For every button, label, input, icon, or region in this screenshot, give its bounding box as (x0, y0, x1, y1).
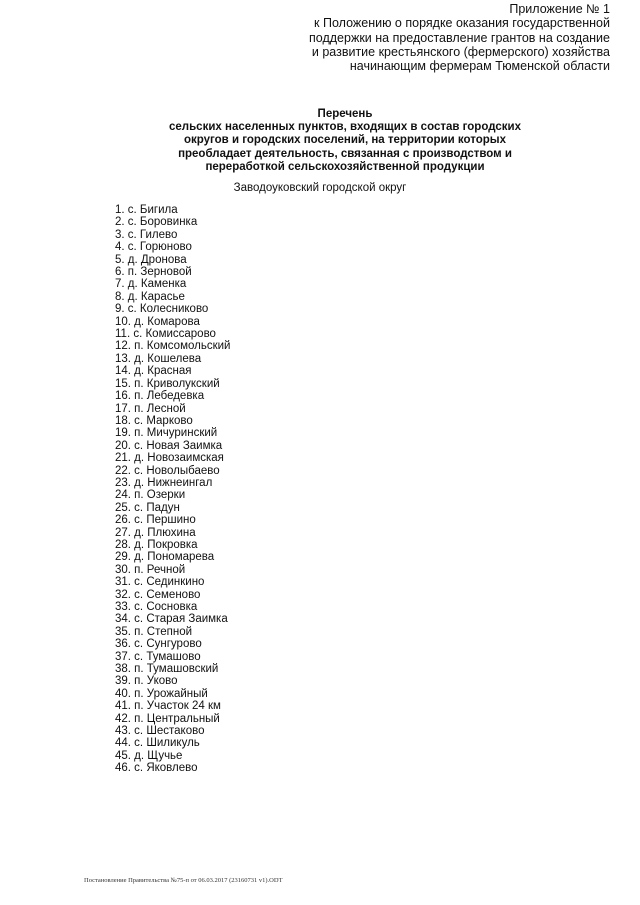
settlement-item: 36. с. Сунгурово (115, 638, 202, 651)
heading-title: Перечень (317, 108, 373, 120)
settlement-item: 22. с. Новолыбаево (115, 464, 220, 477)
settlement-item: 30. п. Речной (115, 563, 186, 576)
heading-line: сельских населенных пунктов, входящих в состав городских (169, 121, 521, 134)
settlement-item: 25. с. Падун (115, 501, 180, 514)
settlement-item: 20. с. Новая Заимка (115, 439, 223, 452)
appendix-title: Приложение № 1 (509, 2, 610, 16)
okrug-name: Заводоуковский городской округ (233, 182, 407, 194)
settlement-item: 39. п. Уково (115, 675, 178, 688)
appendix-line: к Положению о порядке оказания государственной (314, 16, 610, 31)
appendix-line: и развитие крестьянского (фермерского) хозяйства (311, 44, 610, 59)
settlement-item: 31. с. Сединкино (115, 576, 205, 589)
document-heading (160, 108, 530, 174)
settlement-item: 11. с. Комиссарово (115, 328, 216, 341)
settlement-item: 40. п. Урожайный (115, 687, 208, 700)
settlement-item: 7. д. Каменка (115, 278, 187, 291)
settlement-item: 12. п. Комсомольский (115, 340, 231, 353)
settlement-item: 38. п. Тумашовский (115, 663, 219, 676)
settlement-item: 21. д. Новозаимская (115, 452, 224, 465)
settlement-item: 32. с. Семеново (115, 588, 201, 601)
settlement-item: 5. д. Дронова (115, 253, 187, 266)
settlement-item: 10. д. Комарова (115, 315, 200, 328)
appendix-line: поддержки на предоставление грантов на создание (309, 30, 610, 45)
settlement-item: 37. с. Тумашово (115, 650, 201, 663)
settlement-item: 34. с. Старая Заимка (115, 613, 228, 626)
settlement-item: 8. д. Карасье (115, 290, 185, 303)
settlement-item: 18. с. Марково (115, 414, 193, 427)
heading-line: округов и городских поселений, на территории которых (183, 134, 507, 147)
settlement-item: 9. с. Колесниково (115, 303, 209, 316)
settlement-item: 26. с. Першино (115, 514, 196, 527)
settlement-item: 2. с. Боровинка (115, 216, 198, 229)
settlement-item: 41. п. Участок 24 км (115, 700, 221, 713)
settlement-item: 3. с. Гилево (115, 228, 178, 241)
settlement-item: 24. п. Озерки (115, 489, 186, 502)
settlement-item: 29. д. Пономарева (115, 551, 215, 564)
settlement-item: 46. с. Яковлево (115, 762, 198, 775)
appendix-header (280, 2, 610, 73)
settlement-item: 14. д. Красная (115, 365, 192, 378)
settlement-item: 17. п. Лесной (115, 402, 186, 415)
heading-line: преобладает деятельность, связанная с производством и (178, 147, 512, 160)
settlement-item: 33. с. Сосновка (115, 601, 198, 613)
settlement-item: 6. п. Зерновой (115, 266, 192, 279)
settlement-item: 43. с. Шестаково (115, 725, 205, 738)
settlement-item: 28. д. Покровка (115, 538, 198, 551)
settlement-item: 13. д. Кошелева (115, 352, 202, 365)
settlement-item: 19. п. Мичуринский (115, 427, 218, 440)
settlement-item: 27. д. Плюхина (115, 526, 196, 539)
document-footer: Постановление Правительства №75-п от 06.03.2017 (23160731 v1).ODT (84, 877, 283, 884)
settlement-item: 4. с. Горюново (115, 241, 192, 254)
settlement-list (115, 204, 230, 775)
settlement-item: 35. п. Степной (115, 625, 193, 638)
appendix-line: начинающим фермерам Тюменской области (349, 59, 610, 74)
settlement-item: 45. д. Щучье (115, 749, 183, 762)
settlement-item: 23. д. Нижнеингал (115, 476, 213, 489)
settlement-item: 44. с. Шиликуль (115, 737, 200, 750)
settlement-item: 15. п. Криволукский (115, 377, 220, 390)
heading-line: переработкой сельскохозяйственной продукции (205, 160, 485, 173)
settlement-item: 16. п. Лебедевка (115, 390, 205, 403)
settlement-item: 42. п. Центральный (115, 712, 220, 725)
settlement-item: 1. с. Бигила (115, 204, 178, 216)
